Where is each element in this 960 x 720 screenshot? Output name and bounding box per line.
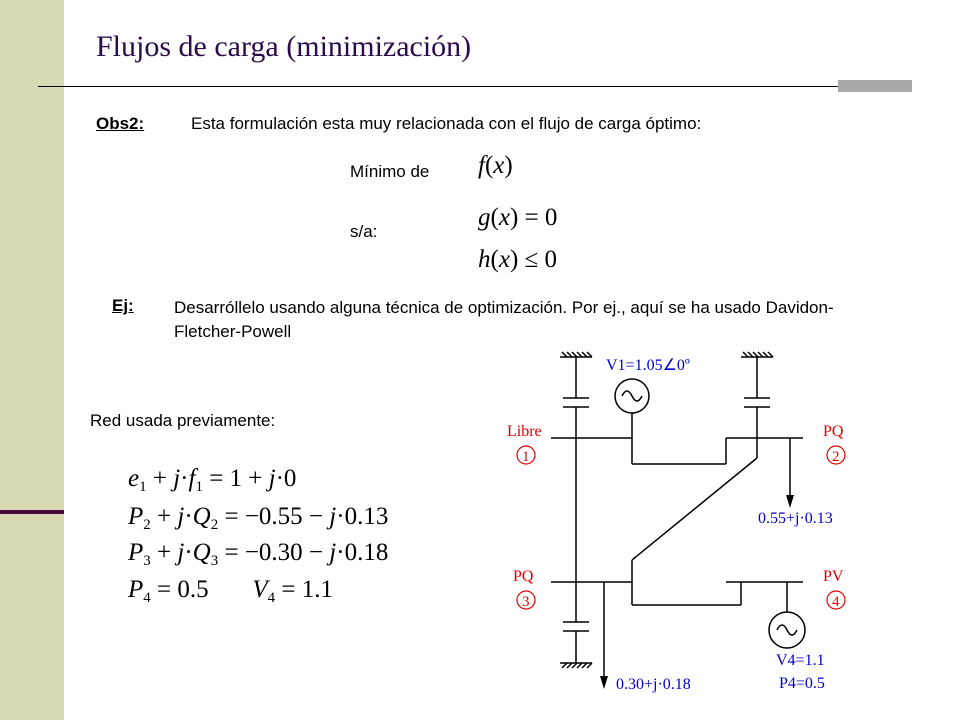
bus4-number: 4 <box>832 594 840 610</box>
load-bus2-arrow-icon <box>786 495 794 508</box>
ground-bus2 <box>741 352 773 357</box>
slide-title: Flujos de carga (minimización) <box>96 30 472 63</box>
equation-bus2: $P_2 + j\cdot Q_2 = -0.55 - j\cdot 0.13$ <box>128 503 389 533</box>
ground-bus3 <box>560 663 592 668</box>
load-bus3-arrow-icon <box>600 676 608 689</box>
p4-label: P4=0.5 <box>779 675 825 692</box>
network-label: Red usada previamente: <box>90 411 276 430</box>
objective-formula: f(x) <box>478 152 513 179</box>
bus1-type: Libre <box>507 423 542 440</box>
minimum-label: Mínimo de <box>350 162 430 181</box>
equation-bus3: $P_3 + j\cdot Q_3 = -0.30 - j\cdot 0.18$ <box>128 539 389 569</box>
subject-to-label: s/a: <box>350 222 378 241</box>
bus1-number: 1 <box>522 449 530 465</box>
bus3-number: 3 <box>522 594 530 610</box>
obs-label: Obs2: <box>96 114 145 133</box>
obs-text: Esta formulación esta muy relacionada con el flujo de carga óptimo: <box>191 114 702 133</box>
bus2-number: 2 <box>832 449 840 465</box>
equation-bus4: $P_4 = 0.5$ $V_4 = 1.1$ <box>128 576 334 606</box>
equality-constraint: g(x) = 0 <box>478 204 558 231</box>
bus3-type: PQ <box>513 568 534 585</box>
bus2-type: PQ <box>823 423 844 440</box>
load-bus3-label: 0.30+j·0.18 <box>616 676 691 693</box>
ground-bus1 <box>560 352 592 357</box>
ej-label: Ej: <box>112 296 134 315</box>
inequality-constraint: h(x) ≤ 0 <box>478 246 557 273</box>
v1-label: V1=1.05∠0º <box>606 357 690 374</box>
bus4-type: PV <box>823 568 844 585</box>
equation-bus1: $e_1 + j\cdot f_1 = 1 + j\cdot 0$ <box>128 465 297 495</box>
v4-label: V4=1.1 <box>776 652 825 669</box>
ej-text: Desarróllelo usando alguna técnica de optimización. Por ej., aquí se ha usado Davidon-Fletcher-Powell <box>174 298 834 341</box>
load-bus2-label: 0.55+j·0.13 <box>758 510 833 527</box>
